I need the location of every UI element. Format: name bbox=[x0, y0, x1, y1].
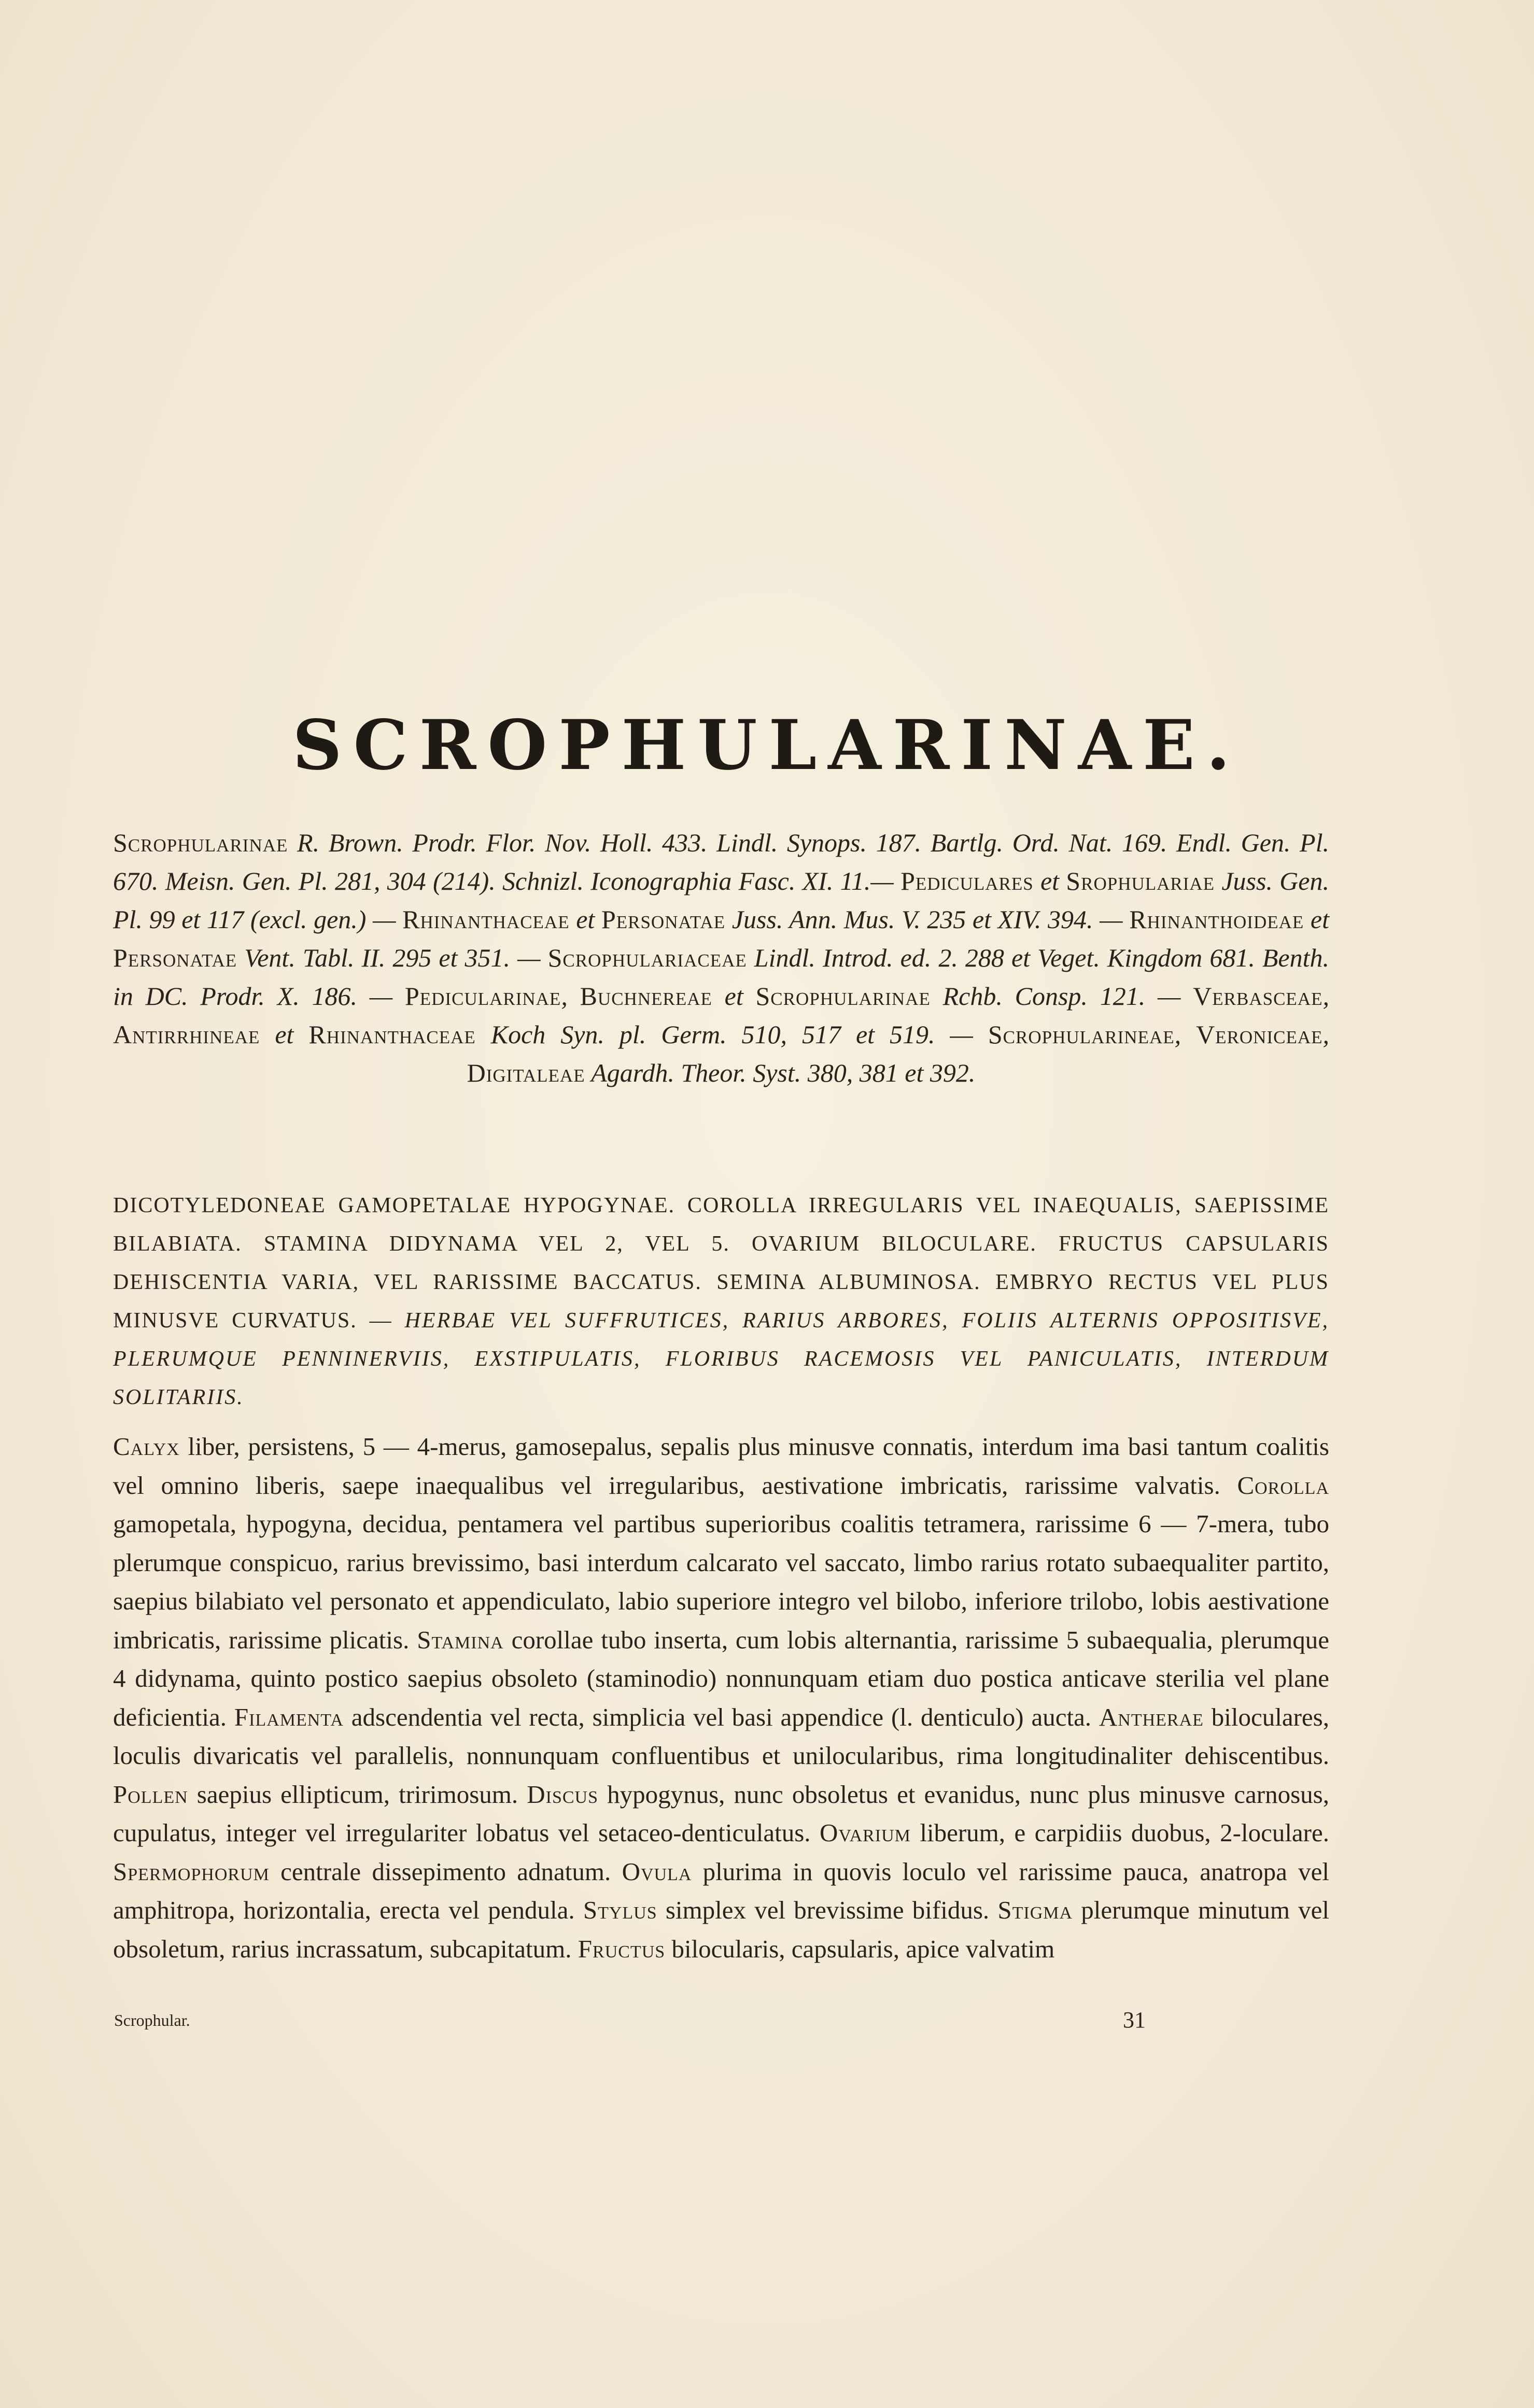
organ-term: Spermophorum bbox=[113, 1857, 270, 1886]
organ-term: Discus bbox=[527, 1780, 599, 1809]
taxon-name: Scrophularineae bbox=[988, 1020, 1175, 1049]
citation-text: et bbox=[1304, 905, 1329, 934]
description-text: saepius ellipticum, tririmosum. bbox=[188, 1780, 527, 1809]
taxon-name: Verbasceae bbox=[1193, 982, 1323, 1011]
diagnosis-habit: HERBAE VEL SUFFRUTICES, RARIUS ARBORES, FOLIIS ALTERNIS OPPOSITISVE, PLERUMQUE PENNINERVIIS, EXSTIPULATIS, FLORIBUS RACEMOSIS VEL PANICULATIS, INTERDUM SOLITARIIS. bbox=[113, 1309, 1329, 1409]
organ-term: Stigma bbox=[997, 1896, 1073, 1924]
organ-term: Calyx bbox=[113, 1432, 180, 1461]
taxon-name: Pedicularinae bbox=[404, 982, 561, 1011]
organ-term: Ovarium bbox=[820, 1818, 911, 1847]
description-text: gamopetala, hypogyna, decidua, pentamera vel partibus superioribus coalitis tetramera, rarissime 6 — 7-mera, tubo plerumque conspicuo, rarius brevissimo, basi interdum calcarato vel saccato, limbo rarius rotato subaequaliter partito, saepius bilabiato vel personato et appendiculato, labio superiore integro vel bilobo, inferiore trilobo, lobis aestivatione imbricatis, rarissime plicatis. bbox=[113, 1509, 1329, 1654]
taxon-name: Veroniceae bbox=[1196, 1020, 1323, 1049]
description-text: hypogynus, nunc obsoletus et evanidus, nunc plus minusve carnosus, cupulatus, integer vel irregulariter lobatus vel setaceo-denticulatus. bbox=[113, 1780, 1329, 1847]
citation-text: , bbox=[1322, 1020, 1329, 1049]
signature-mark: Scrophular. bbox=[114, 2011, 190, 2029]
citation-text: Juss. Gen. Pl. 99 et 117 (excl. gen.) — bbox=[113, 866, 1329, 934]
description-paragraph bbox=[113, 1427, 1329, 1968]
taxon-name: Buchnereae bbox=[580, 982, 712, 1011]
citation-text: Koch Syn. pl. Germ. 510, 517 et 519. — bbox=[475, 1020, 988, 1049]
citation-text: Juss. Ann. Mus. V. 235 et XIV. 394. — bbox=[725, 905, 1130, 934]
citation-text: et bbox=[569, 905, 601, 934]
description-text: bilocularis, capsularis, apice valvatim bbox=[665, 1934, 1055, 1963]
taxon-name: Antirrhineae bbox=[113, 1020, 260, 1049]
taxon-name: Rhinanthoideae bbox=[1129, 905, 1304, 934]
citation-text: et bbox=[260, 1020, 309, 1049]
synonymy-paragraph bbox=[113, 823, 1329, 1092]
description-text: biloculares, loculis divaricatis vel parallelis, nonnunquam confluentibus et unilocularibus, rima longitudinaliter dehiscentibus. bbox=[113, 1702, 1329, 1770]
taxon-name: Digitaleae bbox=[467, 1058, 585, 1087]
taxon-name: Srophulariae bbox=[1066, 866, 1215, 895]
description-text: liberum, e carpidiis duobus, 2-loculare. bbox=[910, 1818, 1329, 1847]
description-text: corollae tubo inserta, cum lobis alternantia, rarissime 5 subaequalia, plerumque 4 didynama, quinto postico saepius obsoleto (staminodio) nonnunquam etiam duo postica anticave sterilia vel plane deficientia. bbox=[113, 1625, 1329, 1731]
citation-text: et bbox=[712, 982, 756, 1011]
citation-text: R. Brown. Prodr. Flor. Nov. Holl. 433. Lindl. Synops. 187. Bartlg. Ord. Nat. 169. Endl. Gen. Pl. 670. Meisn. Gen. Pl. 281, 304 (214). Schnizl. Iconographia Fasc. XI. 11.— bbox=[113, 828, 1329, 895]
taxon-name: Rhinanthaceae bbox=[308, 1020, 476, 1049]
taxon-name: Scrophulariaceae bbox=[547, 943, 747, 972]
citation-text: Rchb. Consp. 121. — bbox=[930, 982, 1193, 1011]
description-text: plerumque minutum vel obsoletum, rarius incrassatum, subcapitatum. bbox=[113, 1896, 1330, 1963]
diagnosis-paragraph bbox=[113, 1186, 1329, 1417]
description-text: liber, persistens, 5 — 4-merus, gamosepalus, sepalis plus minusve connatis, interdum ima basi tantum coalitis vel omnino liberis, saepe inaequalibus vel irregularibus, aestivatione imbricatis, rarissime valvatis. bbox=[113, 1432, 1329, 1500]
citation-text: , bbox=[1322, 982, 1329, 1011]
description-text: adscendentia vel recta, simplicia vel basi appendice (l. denticulo) aucta. bbox=[343, 1702, 1099, 1731]
page-title: SCROPHULARINAE. bbox=[292, 705, 1242, 786]
description-text: plurima in quovis loculo vel rarissime pauca, anatropa vel amphitropa, horizontalia, erecta vel pendula. bbox=[113, 1857, 1330, 1924]
taxon-name: Rhinanthaceae bbox=[402, 905, 570, 934]
organ-term: Pollen bbox=[113, 1780, 188, 1809]
taxon-name: Scrophularinae bbox=[113, 828, 288, 857]
description-text: simplex vel brevissime bifidus. bbox=[657, 1896, 998, 1924]
taxon-name: Scrophularinae bbox=[755, 982, 931, 1011]
organ-term: Ovula bbox=[622, 1857, 692, 1886]
organ-term: Fructus bbox=[578, 1934, 666, 1963]
taxon-name: Personatae bbox=[113, 943, 237, 972]
page-number: 31 bbox=[1123, 2007, 1146, 2033]
diagnosis-text: DICOTYLEDONEAE GAMOPETALAE HYPOGYNAE. COROLLA IRREGULARIS VEL INAEQUALIS, SAEPISSIME BILABIATA. STAMINA DIDYNAMA VEL 2, VEL 5. OVARIUM BILOCULARE. FRUCTUS CAPSULARIS DEHISCENTIA VARIA, VEL RARISSIME BACCATUS. SEMINA ALBUMINOSA. EMBRYO RECTUS VEL PLUS MINUSVE CURVATUS. — bbox=[113, 1194, 1329, 1333]
organ-term: Filamenta bbox=[234, 1702, 344, 1731]
citation-text: , bbox=[561, 982, 580, 1011]
citation-text: et bbox=[1033, 866, 1066, 895]
citation-text: Lindl. Introd. ed. 2. 288 et Veget. Kingdom 681. Benth. in DC. Prodr. X. 186. — bbox=[113, 943, 1329, 1011]
organ-term: Stamina bbox=[417, 1625, 504, 1654]
taxon-name: Pediculares bbox=[900, 866, 1034, 895]
organ-term: Corolla bbox=[1237, 1471, 1329, 1500]
citation-text: Agardh. Theor. Syst. 380, 381 et 392. bbox=[585, 1058, 976, 1087]
taxon-name: Personatae bbox=[601, 905, 726, 934]
citation-text: , bbox=[1174, 1020, 1197, 1049]
citation-text: Vent. Tabl. II. 295 et 351. — bbox=[237, 943, 548, 972]
organ-term: Antherae bbox=[1099, 1702, 1204, 1731]
organ-term: Stylus bbox=[583, 1896, 657, 1924]
description-text: centrale dissepimento adnatum. bbox=[269, 1857, 622, 1886]
